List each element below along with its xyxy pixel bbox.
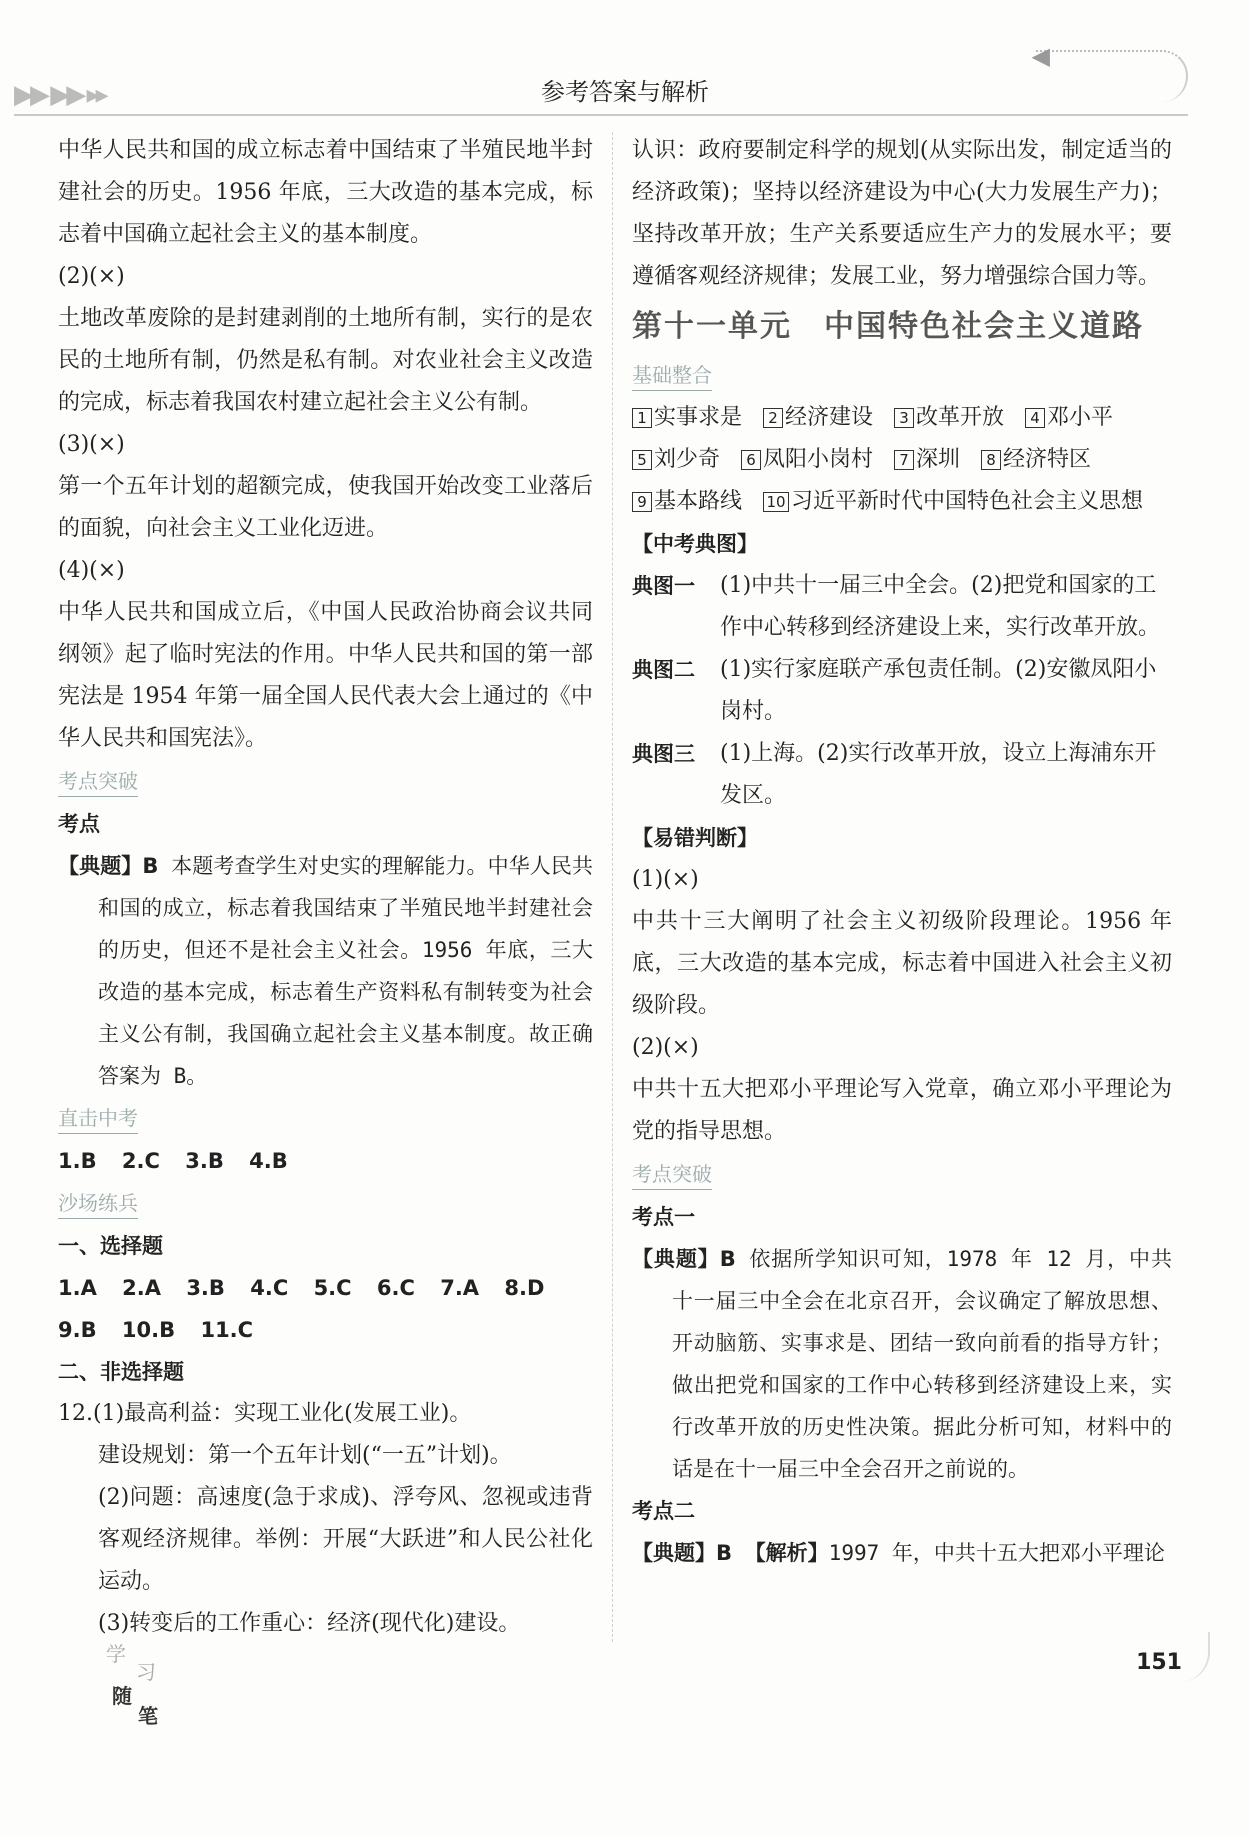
study-note-char: 随: [112, 1684, 132, 1708]
jichu-item: [741, 447, 873, 472]
header-title: 参考答案与解析: [541, 78, 709, 106]
jichu-item-text: 凤阳小岗村: [763, 447, 874, 472]
jichu-item-text: 经济建设: [785, 405, 874, 430]
choice-heading: 一、选择题: [58, 1234, 163, 1258]
dian-tu-text: (1)中共十一届三中全会。(2)把党和国家的工作中心转移到经济建设上来，实行改革开放。: [720, 573, 1161, 640]
answer: 9.B: [58, 1318, 97, 1342]
dianti-label: 【典题】B: [632, 1247, 736, 1271]
dian-tu-label: 典图一: [632, 574, 695, 598]
left-column: [58, 130, 593, 1645]
dianti-label: 【典题】B: [632, 1541, 733, 1565]
q12-part1b: 建设规划：第一个五年计划(“一五”计划)。: [98, 1443, 512, 1468]
answer: 3.B: [186, 1276, 225, 1300]
zhongkao-heading: 【中考典图】: [632, 532, 758, 556]
jichu-item: [981, 447, 1091, 472]
judgement-mark: (2)(×): [58, 264, 125, 289]
dianti-label: 【典题】B: [58, 854, 159, 878]
jichu-item-text: 邓小平: [1047, 405, 1114, 430]
jichu-item-text: 刘少奇: [654, 447, 721, 472]
yicuo-heading: 【易错判断】: [632, 826, 758, 850]
answer: 2.C: [121, 1149, 160, 1173]
number-box: 1: [632, 408, 652, 428]
jichu-items: [632, 397, 1172, 523]
number-box: 9: [632, 492, 652, 512]
q12-part2: (2)问题：高速度(急于求成)、浮夸风、忽视或违背客观经济规律。举例：开展“大跃进”和人民公社化运动。: [98, 1485, 593, 1594]
section-tag-kaodian: 考点突破: [58, 766, 138, 797]
section-tag-zhiji: 直击中考: [58, 1103, 138, 1134]
jichu-item-text: 改革开放: [916, 405, 1005, 430]
dianti-block: [58, 845, 593, 1097]
answer: 6.C: [376, 1276, 415, 1300]
kaodian-heading-1: 考点一: [632, 1205, 695, 1229]
jichu-item: [763, 405, 873, 430]
q12-part1: 12.(1)最高利益：实现工业化(发展工业)。: [58, 1401, 472, 1426]
dianti-block: [632, 1238, 1172, 1490]
dianti-text: 本题考查学生对史实的理解能力。中华人民共和国的成立，标志着我国结束了半殖民地半封建社会的历史，但还不是社会主义社会。1956 年底，三大改造的基本完成，标志着生产资料私有制转变为社会主义公有制，我国确立起社会主义基本制度。故正确答案为 B。: [98, 854, 593, 1088]
jichu-item: [632, 489, 742, 514]
jichu-item-text: 习近平新时代中国特色社会主义思想: [791, 489, 1144, 514]
kaodian-heading-2: 考点二: [632, 1499, 695, 1523]
answer: 8.D: [504, 1276, 545, 1300]
choice-answers-row-1: [58, 1267, 593, 1309]
choice-answers-row-2: [58, 1309, 593, 1351]
page-number: 151: [1136, 1650, 1182, 1675]
jichu-item: [632, 447, 720, 472]
answer: 1.A: [58, 1276, 97, 1300]
jichu-item: [1025, 405, 1113, 430]
dian-tu-2: [632, 649, 1172, 733]
answer: 7.A: [440, 1276, 480, 1300]
jichu-item-text: 深圳: [916, 447, 961, 472]
dian-tu-label: 典图三: [632, 742, 695, 766]
paragraph: 认识：政府要制定科学的规划(从实际出发，制定适当的经济政策)；坚持以经济建设为中心(大力发展生产力)；坚持改革开放；生产关系要适应生产力的发展水平；要遵循客观经济规律；发展工业，努力增强综合国力等。: [632, 138, 1172, 289]
judgement-mark: (1)(×): [632, 867, 699, 892]
nonchoice-heading: 二、非选择题: [58, 1360, 184, 1384]
page-header: [0, 42, 1250, 130]
judgement-mark: (3)(×): [58, 432, 125, 457]
header-rule: [14, 114, 1188, 116]
number-box: 3: [894, 408, 914, 428]
paragraph: 第一个五年计划的超额完成，使我国开始改变工业落后的面貌，向社会主义工业化迈进。: [58, 474, 593, 541]
jichu-item-text: 基本路线: [654, 489, 743, 514]
number-box: 5: [632, 450, 652, 470]
number-box: 4: [1025, 408, 1045, 428]
q12-part3: (3)转变后的工作重心：经济(现代化)建设。: [98, 1611, 521, 1636]
arrows-decoration-icon: ▶▶ ▶▶ ▸▸: [14, 80, 105, 110]
paragraph: 中共十三大阐明了社会主义初级阶段理论。1956 年底，三大改造的基本完成，标志着中国进入社会主义初级阶段。: [632, 909, 1172, 1018]
jichu-item-text: 经济特区: [1003, 447, 1092, 472]
jiexi-label: 【解析】: [744, 1541, 829, 1565]
dian-tu-3: [632, 733, 1172, 817]
answer: 2.A: [122, 1276, 161, 1300]
study-note-char: 学: [106, 1642, 126, 1666]
number-box: 10: [763, 492, 789, 512]
jichu-item: [894, 405, 1004, 430]
number-box: 7: [894, 450, 914, 470]
jichu-item: [894, 447, 960, 472]
dian-tu-1: [632, 565, 1172, 649]
number-box: 8: [981, 450, 1001, 470]
paragraph: 中华人民共和国的成立标志着中国结束了半殖民地半封建社会的历史。1956 年底，三大改造的基本完成，标志着中国确立起社会主义的基本制度。: [58, 138, 593, 247]
answer: 4.C: [250, 1276, 289, 1300]
answer: 4.B: [249, 1149, 288, 1173]
section-tag-shachang: 沙场练兵: [58, 1188, 138, 1219]
section-tag-kaodian: 考点突破: [632, 1159, 712, 1190]
number-box: 2: [763, 408, 783, 428]
unit-title: 第十一单元 中国特色社会主义道路: [632, 309, 1144, 344]
column-divider: [612, 132, 613, 1642]
zhiji-answers: [58, 1140, 593, 1182]
judgement-mark: (2)(×): [632, 1035, 699, 1060]
dian-tu-label: 典图二: [632, 658, 695, 682]
swoosh-decoration: [1036, 50, 1188, 102]
arrowhead-icon: ◀: [1031, 42, 1050, 70]
answer: 5.C: [313, 1276, 352, 1300]
kaodian-heading: 考点: [58, 812, 100, 836]
paragraph: 中华人民共和国成立后，《中国人民政治协商会议共同纲领》起了临时宪法的作用。中华人民共和国的第一部宪法是 1954 年第一届全国人民代表大会上通过的《中华人民共和国宪法》。: [58, 600, 593, 751]
paragraph: 土地改革废除的是封建剥削的土地所有制，实行的是农民的土地所有制，仍然是私有制。对农业社会主义改造的完成，标志着我国农村建立起社会主义公有制。: [58, 306, 593, 415]
dianti-text: 依据所学知识可知，1978 年 12 月，中共十一届三中全会在北京召开，会议确定了解放思想、开动脑筋、实事求是、团结一致向前看的指导方针；做出把党和国家的工作中心转移到经济建设上来，实行改革开放的历史性决策。据此分析可知，材料中的话是在十一届三中全会召开之前说的。: [672, 1247, 1172, 1481]
study-note-char: 笔: [138, 1704, 158, 1728]
dian-tu-text: (1)实行家庭联产承包责任制。(2)安徽凤阳小岗村。: [720, 657, 1157, 724]
dian-tu-text: (1)上海。(2)实行改革开放，设立上海浦东开发区。: [720, 741, 1157, 808]
study-note-char: 习: [136, 1660, 156, 1684]
judgement-mark: (4)(×): [58, 558, 125, 583]
jichu-item-text: 实事求是: [654, 405, 743, 430]
right-column: [632, 130, 1172, 1574]
section-tag-jichu: 基础整合: [632, 360, 712, 391]
dianti-block: [632, 1532, 1172, 1574]
jichu-item: [763, 489, 1143, 514]
paragraph: 中共十五大把邓小平理论写入党章，确立邓小平理论为党的指导思想。: [632, 1077, 1172, 1144]
study-note-stamp: [92, 1638, 182, 1728]
dianti-text: 1997 年，中共十五大把邓小平理论: [828, 1541, 1165, 1565]
answer: 1.B: [58, 1149, 97, 1173]
number-box: 6: [741, 450, 761, 470]
answer: 11.C: [200, 1318, 254, 1342]
answer: 3.B: [185, 1149, 224, 1173]
jichu-item: [632, 405, 742, 430]
answer: 10.B: [121, 1318, 176, 1342]
